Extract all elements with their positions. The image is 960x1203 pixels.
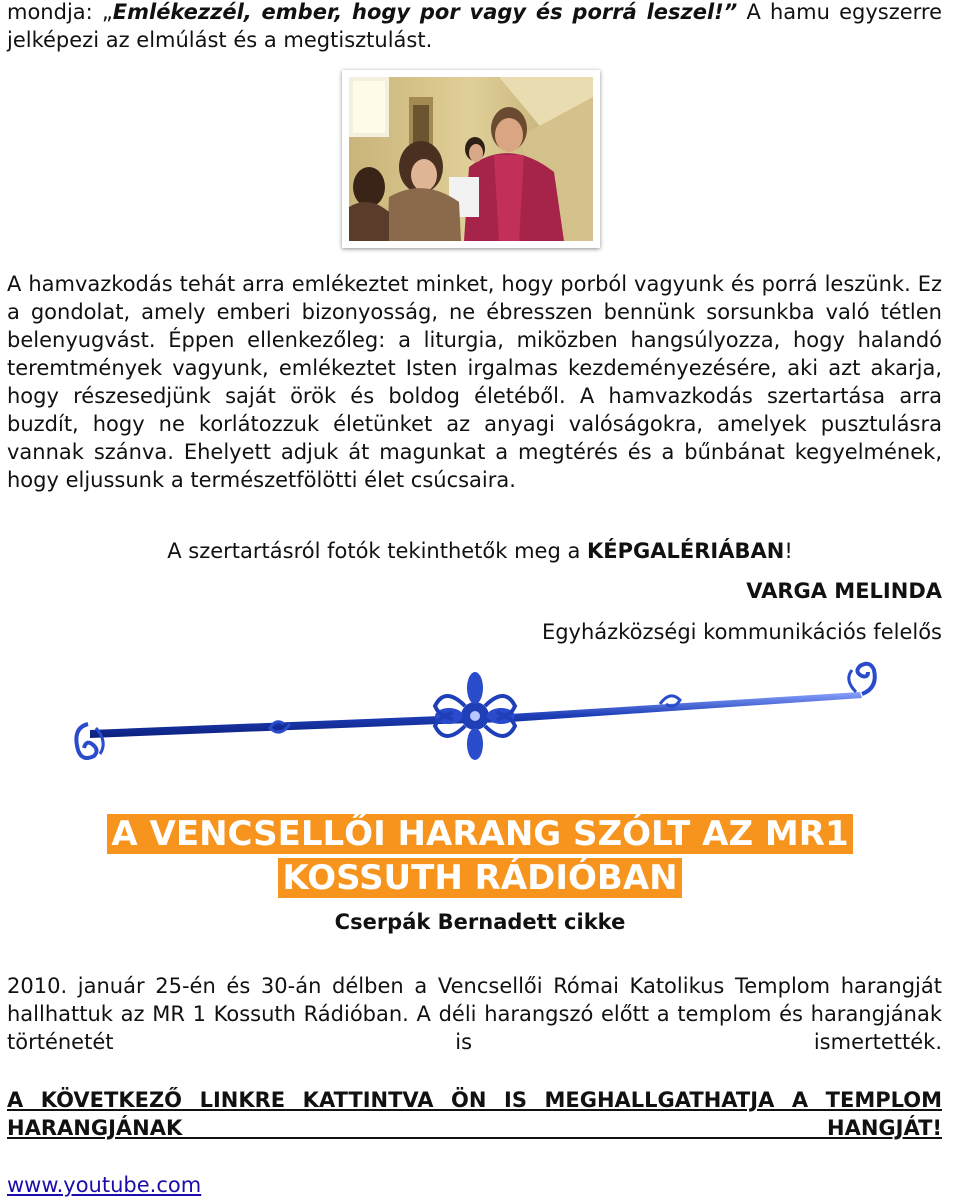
author-role: Egyházközségi kommunikációs felelős bbox=[541, 620, 942, 644]
call-to-action: A KÖVETKEZŐ LINKRE KATTINTVA ÖN IS MEGHALLGATHATJA A TEMPLOM HARANGJÁNAK HANGJÁT! bbox=[7, 1088, 942, 1140]
gallery-prefix: A szertartásról fotók tekinthetők meg a bbox=[167, 539, 588, 563]
intro-quote: Emlékezzél, ember, hogy por vagy és porrá leszel!” bbox=[112, 0, 738, 24]
blue-ornamental-divider-icon bbox=[60, 658, 890, 773]
intro-suffix: A hamu egyszerre jelképezi az elmúlást és a megtisztulást. bbox=[7, 0, 942, 52]
ash-wednesday-photo bbox=[342, 70, 600, 248]
author-name: VARGA MELINDA bbox=[746, 579, 942, 603]
gallery-link[interactable]: KÉPGALÉRIÁBAN bbox=[587, 539, 785, 563]
gallery-note bbox=[0, 537, 960, 565]
youtube-link[interactable]: www.youtube.com bbox=[7, 1173, 202, 1197]
headline-line-1: A VENCSELLŐI HARANG SZÓLT AZ MR1 bbox=[107, 814, 852, 854]
gallery-suffix: ! bbox=[784, 539, 793, 563]
intro-paragraph bbox=[7, 0, 942, 54]
intro-prefix: mondja: „ bbox=[7, 0, 113, 24]
headline-line-2: KOSSUTH RÁDIÓBAN bbox=[278, 858, 681, 898]
article-body: 2010. január 25-én és 30-án délben a Vencsellői Római Katolikus Templom harangját hallhattuk az MR 1 Kossuth Rádióban. A déli harangszó előtt a templom és harangjának történetét is ismertették. bbox=[7, 974, 942, 1054]
main-paragraph: A hamvazkodás tehát arra emlékeztet minket, hogy porból vagyunk és porrá leszünk. Ez a gondolat, amely emberi bizonyosság, ne ébresszen bennünk sorsunkba való tétlen belenyugvást. Éppen ellenkezőleg: a liturgia, miközben hangsúlyozza, hogy halandó teremtmények vagyunk, emlékeztet Isten irgalmas kezdeményezésére, aki azt akarja, hogy részesedjünk saját örök és boldog életéből. A hamvazkodás szertartása arra buzdít, hogy ne korlátozzuk életünket az anyagi valóságokra, amelyek pusztulásra vannak szánva. Ehelyett adjuk át magunkat a megtérés és a bűnbánat kegyelmének, hogy eljussunk a természetfölötti élet csúcsaira. bbox=[7, 272, 942, 492]
article-byline: Cserpák Bernadett cikke bbox=[334, 910, 626, 934]
article-headline bbox=[0, 812, 960, 900]
photo-icon bbox=[349, 77, 593, 241]
